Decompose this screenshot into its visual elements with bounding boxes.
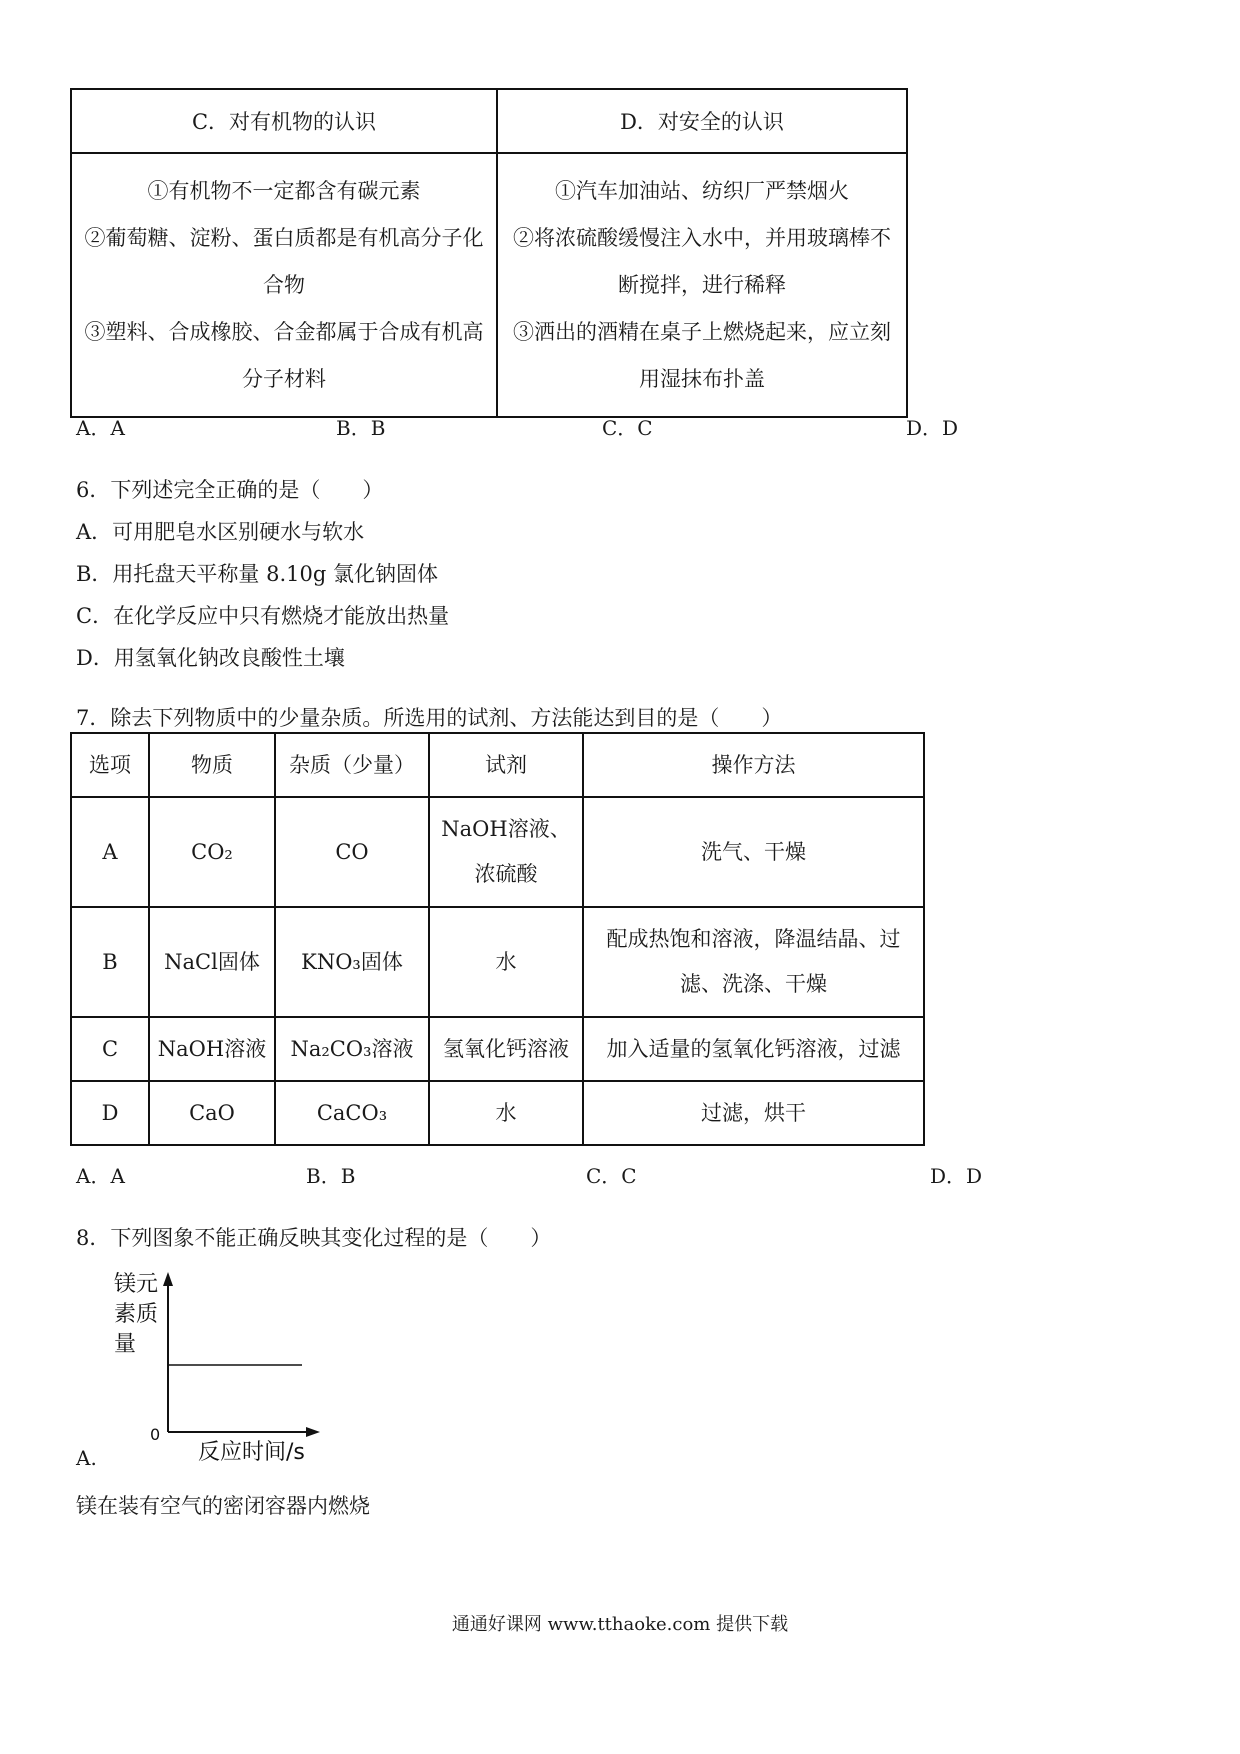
q7-cell: 水 (429, 907, 583, 1017)
q5-d-item: ③洒出的酒精在桌子上燃烧起来，应立刻用湿抹布扑盖 (513, 319, 891, 391)
q7-cell: C (71, 1017, 149, 1081)
table-row (71, 1081, 924, 1145)
q7-cell: CO₂ (149, 797, 275, 907)
q8-option-a-desc: 镁在装有空气的密闭容器内燃烧 (76, 1494, 370, 1518)
graph-ylabel-line: 量 (114, 1332, 137, 1357)
q7-cell: 过滤，烘干 (583, 1081, 924, 1145)
q7-cell: 配成热饱和溶液，降温结晶、过滤、洗涤、干燥 (583, 907, 924, 1017)
q5-header-c: C．对有机物的认识 (71, 89, 497, 153)
q7-header: 试剂 (429, 733, 583, 797)
q7-option-d[interactable]: D．D (930, 1164, 983, 1188)
q7-option-c[interactable]: C．C (586, 1164, 637, 1188)
q7-cell: NaOH溶液 (149, 1017, 275, 1081)
q7-cell: D (71, 1081, 149, 1145)
q6-option-d[interactable]: D．用氢氧化钠改良酸性土壤 (76, 646, 345, 670)
graph-ylabel-line: 素质 (114, 1302, 159, 1327)
q6-option-c[interactable]: C．在化学反应中只有燃烧才能放出热量 (76, 604, 450, 628)
table-row (71, 907, 924, 1017)
table-row (71, 1017, 924, 1081)
q7-table (70, 732, 925, 1146)
q7-stem: 7．除去下列物质中的少量杂质。所选用的试剂、方法能达到目的是（ ） (76, 706, 783, 730)
q7-header: 杂质（少量） (275, 733, 429, 797)
q7-option-b[interactable]: B．B (306, 1164, 356, 1188)
q5-d-item: ①汽车加油站、纺织厂严禁烟火 (555, 178, 849, 203)
graph-ylabel-line: 镁元 (114, 1272, 159, 1297)
q6-option-b[interactable]: B．用托盘天平称量 8.10g 氯化钠固体 (76, 562, 438, 586)
q7-cell: 加入适量的氢氧化钙溶液，过滤 (583, 1017, 924, 1081)
q5-c-item: ②葡萄糖、淀粉、蛋白质都是有机高分子化合物 (84, 225, 484, 297)
table-row (71, 797, 924, 907)
x-axis-arrow-icon (306, 1427, 320, 1437)
q5-option-b[interactable]: B．B (336, 416, 386, 440)
q7-header: 物质 (149, 733, 275, 797)
q7-cell: 洗气、干燥 (583, 797, 924, 907)
q5-header-d: D．对安全的认识 (497, 89, 907, 153)
q8-graph-a (100, 1270, 320, 1470)
q7-cell: Na₂CO₃溶液 (275, 1017, 429, 1081)
q7-cell: A (71, 797, 149, 907)
q6-option-a[interactable]: A．可用肥皂水区别硬水与软水 (76, 520, 365, 544)
q7-cell: NaOH溶液、浓硫酸 (429, 797, 583, 907)
q7-header: 选项 (71, 733, 149, 797)
q7-cell: NaCl固体 (149, 907, 275, 1017)
q7-option-a[interactable]: A．A (76, 1164, 125, 1188)
q7-cell: CaCO₃ (275, 1081, 429, 1145)
q5-option-c[interactable]: C．C (602, 416, 653, 440)
q8-option-a-label[interactable]: A. (76, 1446, 97, 1470)
q7-cell: 氢氧化钙溶液 (429, 1017, 583, 1081)
graph-origin: 0 (150, 1425, 161, 1444)
q5-c-item: ③塑料、合成橡胶、合金都属于合成有机高分子材料 (84, 319, 484, 391)
q5-c-item: ①有机物不一定都含有碳元素 (147, 178, 421, 203)
q7-cell: KNO₃固体 (275, 907, 429, 1017)
q7-header: 操作方法 (583, 733, 924, 797)
graph-xlabel: 反应时间/s (198, 1440, 305, 1465)
q5-cell-c (71, 153, 497, 417)
q8-stem: 8．下列图象不能正确反映其变化过程的是（ ） (76, 1226, 552, 1250)
q5-d-item: ②将浓硫酸缓慢注入水中，并用玻璃棒不断搅拌，进行稀释 (513, 225, 891, 297)
q7-cell: 水 (429, 1081, 583, 1145)
y-axis-arrow-icon (163, 1272, 173, 1286)
q5-table (70, 88, 908, 418)
page-footer: 通通好课网 www.tthaoke.com 提供下载 (451, 1614, 789, 1635)
q5-cell-d (497, 153, 907, 417)
q5-option-a[interactable]: A．A (76, 416, 125, 440)
q5-option-d[interactable]: D．D (906, 416, 959, 440)
q6-stem: 6．下列述完全正确的是（ ） (76, 478, 384, 502)
q7-cell: CO (275, 797, 429, 907)
q7-cell: CaO (149, 1081, 275, 1145)
q7-cell: B (71, 907, 149, 1017)
